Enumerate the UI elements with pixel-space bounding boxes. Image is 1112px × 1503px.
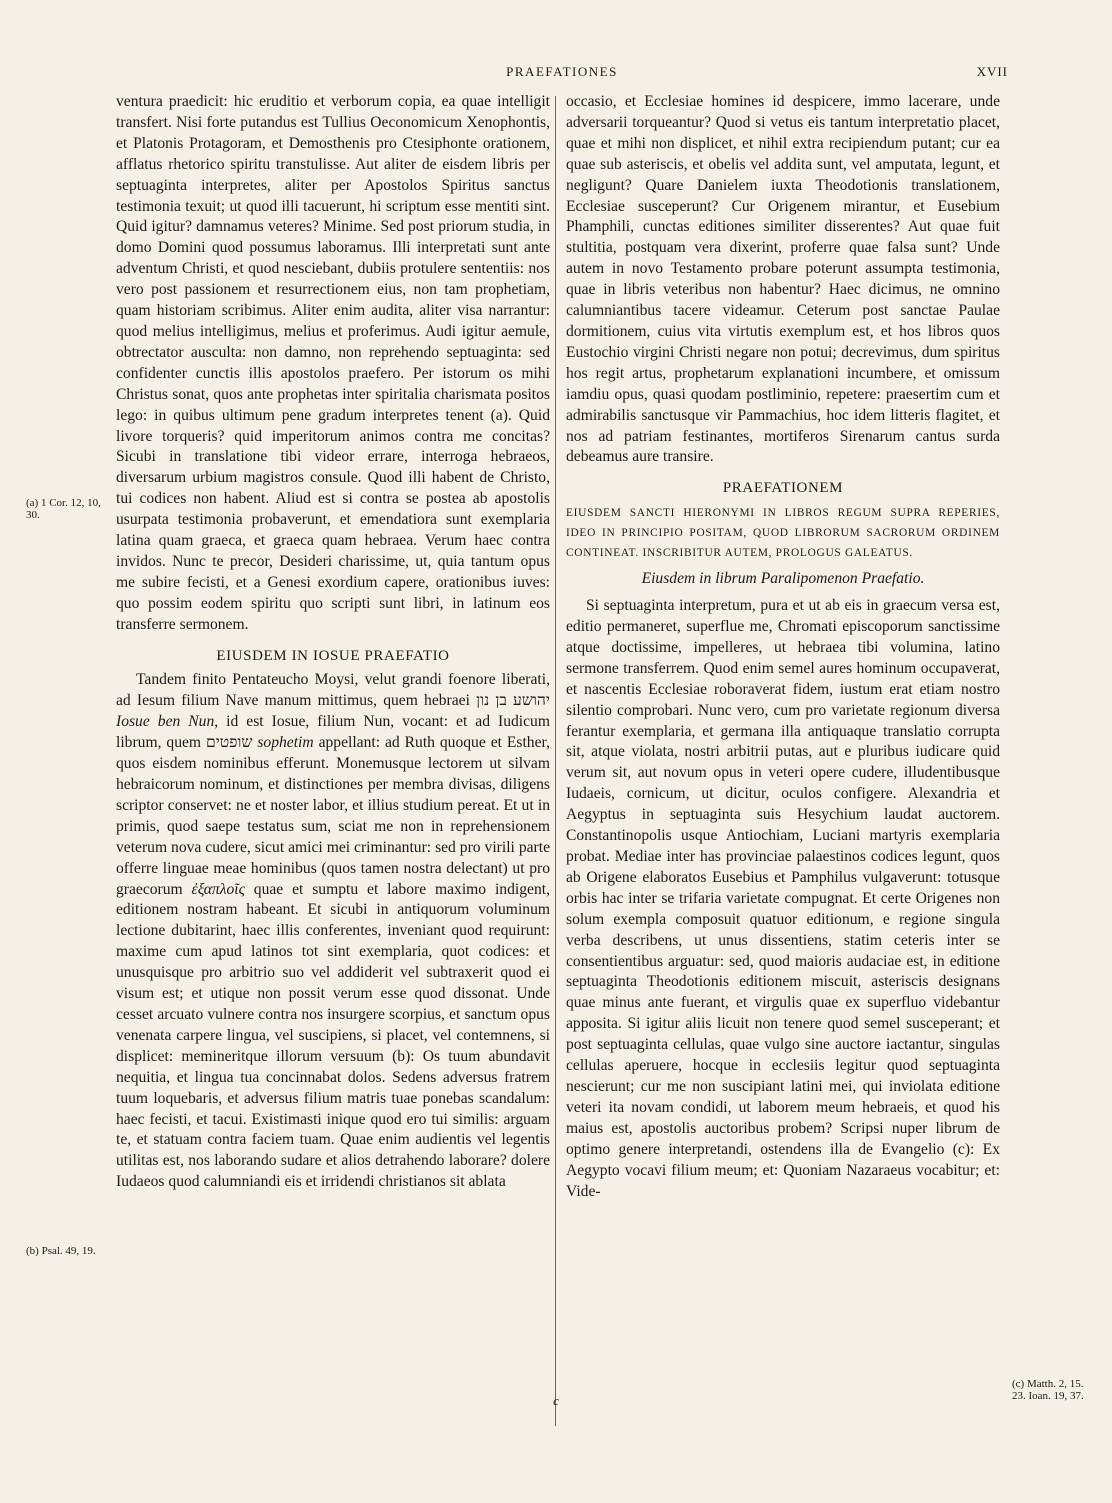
- page-number: XVII: [976, 64, 1008, 79]
- iosue-ben-nun-transliteration: Iosue ben Nun: [116, 713, 215, 731]
- column-divider: [555, 96, 556, 1426]
- iosue-paragraph: [116, 670, 550, 1193]
- running-title: PRAEFATIONES: [506, 64, 618, 79]
- right-column: [566, 92, 1000, 1202]
- margin-note-a: (a) 1 Cor. 12, 10, 30.: [26, 497, 101, 521]
- iosue-text-f: quae et sumptu et labore maximo indigent, editionem nostram habeant. Et sicubi in antiquorum voluminum lectione dubitarint, haec illis conferentes, inveniant quod requirunt: maxime cum apud latinos tot sint exemplaria, quot codices: et unusquisque pro arbitrio suo vel addiderit vel subtraxerit quod ei visum est; et utique non possit verum esse quod dissonat. Unde cesset arcuato vulnere contra nos insurgere scorpius, et sanctum opus venenata carpere lingua, vel suscipiens, si placet, vel contemnens, si displicet: memineritque illorum versuum (b): Os tuum abundavit nequitia, et lingua tua concinnabat dolos. Sedens adversus fratrem tuum loquebaris, et adversus filium matris tuae ponebas scandalum: haec fecisti, et tacui. Existimasti inique quod ero tui similis: arguam te, et statuam contra faciem tuam. Quae enim audientis vel legentis utilitas est, nos laborando sudare et alios detrahendo laborare? dolere Iudaeos quod calumniandi eis et irridendi christianos sit ablata: [116, 880, 550, 1191]
- paralipomenon-subtitle: Eiusdem in librum Paralipomenon Praefatio.: [641, 570, 925, 588]
- right-paragraph-1: occasio, et Ecclesiae homines id despicere, immo lacerare, unde adversarii torqueantur? Quod si vetus eis tantum interpretatio placet, quae et mihi non displicet, et nihil extra recipiendum putant; cur ea quae sub asteriscis, et obelis vel addita sunt, vel amputata, legunt, et negligunt? Quare Danielem iuxta Theodotionis translationem, Ecclesiae susceperunt? Cur Origenem mirantur, et Eusebium Phamphili, cunctas editiones similiter disserentes? Aut quae fuit stultitia, postquam vera dixerint, proferre quae falsa sunt? Unde autem in novo Testamento probare poterunt assumpta testimonia, quae in libris veteribus non habentur? Haec dicimus, ne omnino calumniantibus tacere videamur. Ceterum post sanctae Paulae dormitionem, cuius vita virtutis exemplum est, et hos libros quos Eustochio virgini Christi negare non potui; decrevimus, dum spiritus hos regit artus, prophetarum explanationi incumbere, et omissum iamdiu opus, quasi quodam postliminio, repetere: praesertim cum et admirabilis sanctusque vir Pammachius, hoc idem litteris flagitet, et nos ad patriam festinantes, mortiferos Sirenarum cantus surda debeamus aure transire.: [566, 93, 1000, 466]
- iosue-text-c: , id est Iosue, filium Nun, vocant: et ad Iudicum librum, quem: [116, 713, 550, 752]
- margin-note-b: (b) Psal. 49, 19.: [26, 1245, 96, 1257]
- left-column: [116, 92, 550, 1193]
- prologus-galeatus-note: EIUSDEM SANCTI HIERONYMI IN LIBROS REGUM SUPRA REPERIES, IDEO IN PRINCIPIO POSITAM, QUOD LIBRORUM SACRORUM ORDINEM CONTINEAT. INSCRIBITUR AUTEM, PROLOGUS GALEATUS.: [566, 507, 1000, 560]
- greek-hexaplois: ἐξαπλοῖς: [191, 880, 245, 898]
- iosue-section-title: EIUSDEM IN IOSUE PRAEFATIO: [216, 647, 450, 664]
- running-head: [116, 64, 1008, 84]
- signature-mark: c: [553, 1393, 559, 1408]
- left-paragraph-1: ventura praedicit: hic eruditio et verborum copia, ea quae intelligit transfert. Nisi forte putandus est Tullius Oeconomicum Xenophontis, et Platonis Protagoram, et Demosthenis pro Ctesiphonte orationem, afflatus rhetorico spiritu transtulisse. Aut aliter de eisdem libris per septuaginta interpretes, aliter per Apostolos Spiritus sanctus testimonia texuit; ut quod illi tacuerunt, hi scriptum esse mentiti sint. Quid igitur? damnamus veteres? Minime. Sed post priorum studia, in domo Domini quod possumus laboramus. Illi interpretati sunt ante adventum Christi, et quod nesciebant, dubiis protulere sententiis: nos vero post passionem et resurrectionem eius, non tam prophetiam, quam historiam scribimus. Aliter enim audita, aliter visa narrantur: quod melius intelligimus, melius et proferimus. Audi igitur aemule, obtrectator ausculta: non damno, non reprehendo septuaginta: sed confidenter cunctis illis apostolos praefero. Per istorum os mihi Christus sonat, quos ante prophetas inter spiritalia charismata positos lego: in quibus ultimum pene gradum interpretes tenent (a). Quid livore torqueris? quid imperitorum animos contra me concitas? Sicubi in translatione tibi videor errare, interroga hebraeos, diversarum urbium magistros consule. Quod illi habent de Christo, tui codices non habent. Aliud est si contra se postea ab apostolis usurpata testimonia probaverunt, et emendatiora sunt exemplaria latina quam graeca, et graeca quam hebraea. Verum haec contra invidos. Nunc te precor, Desideri charissime, ut, quia tantum opus me subire fecisti, et a Genesi exordium capere, orationibus iuves: quo possim eodem spiritu quo scripti sunt libri, in latinum eos transferre sermonem.: [116, 93, 550, 633]
- iosue-text-a: Tandem finito Pentateucho Moysi, velut grandi foenore liberati, ad Iesum filium Nave manum mittimus, quem hebraei: [116, 671, 550, 710]
- paralipomenon-paragraph: Si septuaginta interpretum, pura et ut ab eis in graecum versa est, editio permaneret, superflue me, Chromati episcoporum sanctissime atque doctissime, impelleres, ut hebraea tibi volumina, latino sermone transferrem. Quod enim semel aures hominum occupaverat, et nascentis Ecclesiae roboraverat fidem, iustum erat etiam nostro silentio comprobari. Nunc vero, cum pro varietate regionum diversa ferantur exemplaria, et germana illa antiquaque translatio corrupta sit, atque violata, nostri arbitrii putas, aut e pluribus iudicare quid verum sit, aut novum opus in veteri opere cudere, illudentibusque Iudaeis, cornicum, ut dicitur, oculos configere. Alexandria et Aegyptus in septuaginta suis Hesychium laudat auctorem. Constantinopolis usque Antiochiam, Luciani martyris exemplaria probat. Mediae inter has provinciae palaestinos codices legunt, quos ab Origene elaboratos Eusebius et Pamphilus vulgaverunt: totusque orbis hac inter se trifaria varietate compugnat. Et certe Origenes non solum exempla composuit quatuor editionum, e regione singula verba describens, ut unus dissentiens, statim ceteris inter se consentientibus arguatur: sed, quod maioris audaciae est, in editione septuaginta Theodotionis editionem miscuit, asteriscis designans quae minus ante fuerant, et virgulis quae ex superfluo videbantur apposita. Si igitur aliis licuit non tenere quod semel susceperant; et post septuaginta cellulas, quae vulgo sine auctore iactantur, singulas cellulas aperuere, hocque in ecclesiis legitur quod septuaginta nescierunt; cur me non suscipiant latini mei, qui inviolata editione veteri ita novam condidi, ut laborem meum hebraeis, et quod his maius est, apostolis auctoribus probem? Scripsi nuper librum de optimo genere interpretandi, ostendens illa de Evangelio (c): Ex Aegypto vocavi filium meum; et: Quoniam Nazaraeus vocabitur; et: Vide-: [566, 597, 1000, 1200]
- hebrew-iosue-ben-nun: יהושע בן נון: [476, 692, 550, 710]
- sophetim-transliteration: sophetim: [257, 734, 314, 752]
- praefationem-title: PRAEFATIONEM: [722, 480, 844, 497]
- iosue-text-e: appellant: ad Ruth quoque et Esther, quos eisdem nominibus efferunt. Monemusque lectorem ut silvam hebraicorum nominum, et distinctiones per membra divisas, diligens scriptor conservet: ne et noster labor, et illius studium pereat. Et ut in primis, quod saepe testatus sum, sciat me non in reprehensionem veterum nova cudere, sicut amici mei criminantur: sed pro virili parte offerre linguae meae hominibus (quos tamen nostra delectant) ut pro graecorum: [116, 734, 550, 898]
- margin-note-c: (c) Matth. 2, 15. 23. Ioan. 19, 37.: [1012, 1378, 1084, 1402]
- hebrew-sophetim: שופטים: [205, 734, 253, 752]
